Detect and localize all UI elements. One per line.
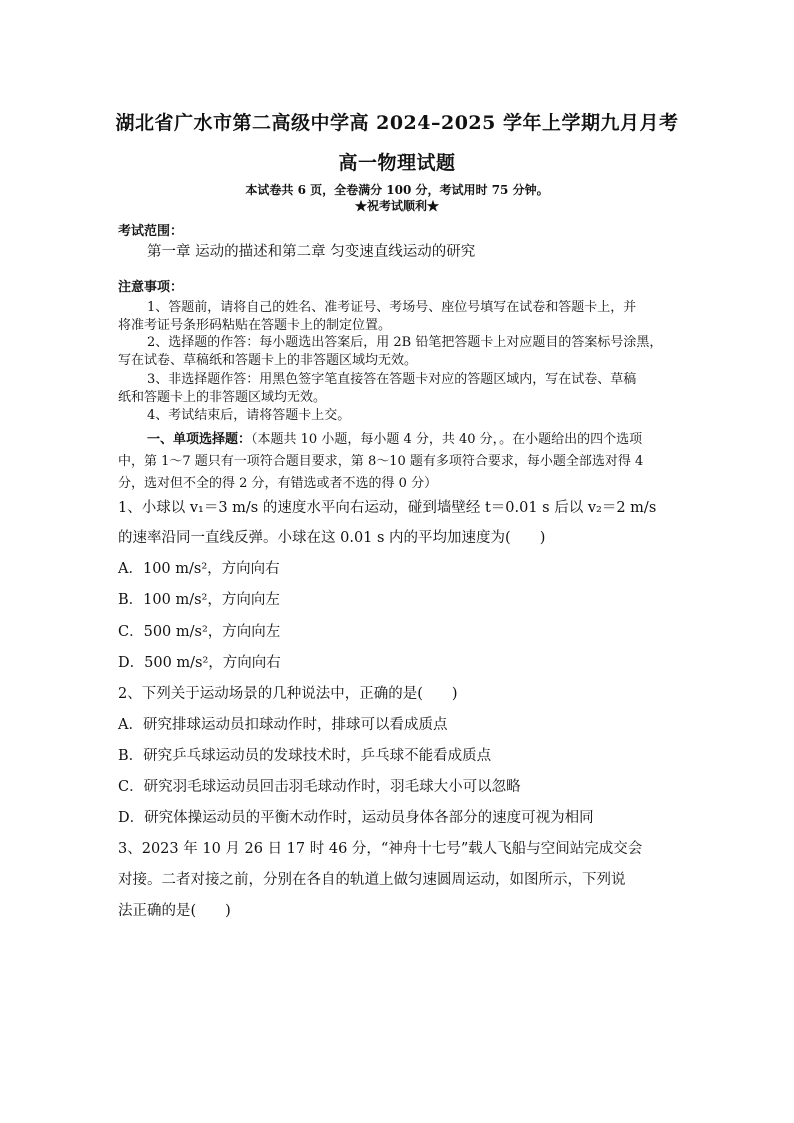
q1-option-b: B．100 m/s²，方向向左 <box>118 592 280 608</box>
q2-option-d: D．研究体操运动员的平衡木动作时，运动员身体各部分的速度可视为相同 <box>118 810 594 826</box>
section-text: 中，第 1～7 题只有一项符合题目要求，第 8～10 题有多项符合要求，每小题全部选对得 4 <box>118 454 644 469</box>
notes-heading: 注意事项： <box>118 280 184 295</box>
exam-meta: 本试卷共 6 页，全卷满分 100 分，考试用时 75 分钟。 <box>245 183 549 197</box>
note-line: 4、考试结束后，请将答题卡上交。 <box>147 408 351 423</box>
note-line: 将准考证号条形码粘贴在答题卡上的制定位置。 <box>118 318 392 333</box>
q2-stem: 2、下列关于运动场景的几种说法中，正确的是( ) <box>118 686 458 702</box>
q2-option-a: A．研究排球运动员扣球动作时，排球可以看成质点 <box>118 717 448 733</box>
section-text: 分，选对但不全的得 2 分，有错选或者不选的得 0 分） <box>118 476 438 491</box>
note-line: 2、选择题的作答：每小题选出答案后，用 2B 铅笔把答题卡上对应题目的答案标号涂黑， <box>147 335 663 350</box>
q3-stem: 法正确的是( ) <box>118 903 231 919</box>
exam-subtitle: 高一物理试题 <box>338 152 456 174</box>
q1-option-c: C．500 m/s²，方向向左 <box>118 624 281 640</box>
exam-title: 湖北省广水市第二高级中学高 2024–2025 学年上学期九月月考 <box>115 112 679 134</box>
scope-text: 第一章 运动的描述和第二章 匀变速直线运动的研究 <box>147 244 476 260</box>
note-line: 纸和答题卡上的非答题区域均无效。 <box>118 390 327 405</box>
q1-stem: 1、小球以 v₁＝3 m/s 的速度水平向右运动，碰到墙壁经 t＝0.01 s 后以 v₂＝2 m/s <box>118 500 657 516</box>
section-text: （本题共 10 小题，每小题 4 分，共 40 分，。在小题给出的四个选项 <box>251 432 643 447</box>
note-line: 3、非选择题作答：用黑色签字笔直接答在答题卡对应的答题区域内，写在试卷、草稿 <box>147 372 637 387</box>
q2-option-c: C．研究羽毛球运动员回击羽毛球动作时，羽毛球大小可以忽略 <box>118 779 521 795</box>
q1-stem: 的速率沿同一直线反弹。小球在这 0.01 s 内的平均加速度为( ) <box>118 530 546 546</box>
q1-option-d: D．500 m/s²，方向向右 <box>118 655 281 671</box>
q2-option-b: B．研究乒乓球运动员的发球技术时，乒乓球不能看成质点 <box>118 748 492 764</box>
q3-stem: 对接。二者对接之前，分别在各自的轨道上做匀速圆周运动，如图所示，下列说 <box>118 872 626 888</box>
exam-wish: ★祝考试顺利★ <box>354 199 439 213</box>
section-instructions <box>147 428 642 447</box>
scope-heading: 考试范围： <box>118 224 184 239</box>
q1-option-a: A．100 m/s²，方向向右 <box>118 561 280 577</box>
section-label: 一、单项选择题： <box>147 432 252 447</box>
note-line: 1、答题前，请将自己的姓名、准考证号、考场号、座位号填写在试卷和答题卡上，并 <box>147 300 637 315</box>
q3-stem: 3、2023 年 10 月 26 日 17 时 46 分，“神舟十七号”载人飞船与空间站完成交会 <box>118 841 643 857</box>
note-line: 写在试卷、草稿纸和答题卡上的非答题区域均无效。 <box>118 353 418 368</box>
